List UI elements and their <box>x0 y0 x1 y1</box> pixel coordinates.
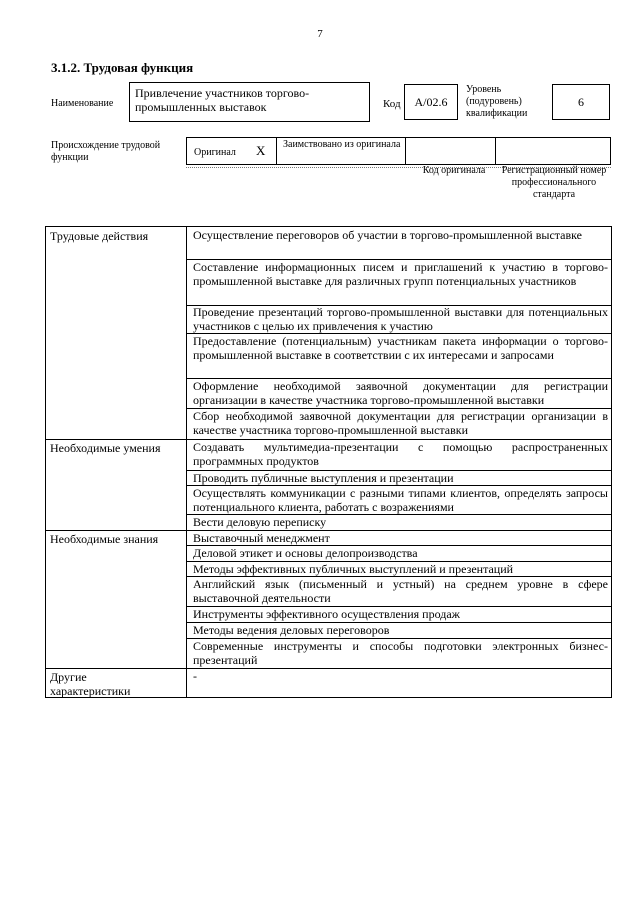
name-label: Наименование <box>51 98 114 109</box>
table-cell: Проведение презентаций торгово-промышленной выставки для потенциальных участников с целью их привлечения к участию <box>193 305 608 334</box>
code-value: А/02.6 <box>414 95 448 109</box>
name-value: Привлечение участников торгово-промышленных выставок <box>135 86 310 114</box>
table-cell: Методы ведения деловых переговоров <box>193 623 390 637</box>
table-cell: Осуществлять коммуникации с разными типами клиентов, определять запросы потенциального клиента, работать с возражениями <box>193 486 608 515</box>
table-cell: Выставочный менеджмент <box>193 531 330 545</box>
code-label: Код <box>383 98 401 110</box>
table-cell: Предоставление (потенциальным) участникам пакета информации о торгово-промышленной выставке в соответствии с их интересами и запросами <box>193 334 608 363</box>
level-box <box>552 84 610 120</box>
table-cell: - <box>193 669 197 683</box>
table-cell: Английский язык (письменный и устный) на среднем уровне в сфере выставочной деятельности <box>193 577 608 606</box>
section-title-knowledge: Необходимые знания <box>50 532 159 546</box>
original-mark: X <box>256 143 266 158</box>
original-label: Оригинал <box>194 147 236 158</box>
origin-label: Происхождение трудовой функции <box>51 140 161 163</box>
table-cell: Составление информационных писем и приглашений к участию в торгово-промышленной выставке для различных групп потенциальных участников <box>193 260 608 289</box>
code-box <box>404 84 458 120</box>
table-cell: Оформление необходимой заявочной документации для регистрации организации в качестве участника торгово-промышленной выставки <box>193 379 608 408</box>
table-cell: Инструменты эффективного осуществления продаж <box>193 607 460 621</box>
level-value: 6 <box>578 95 584 109</box>
table-cell: Сбор необходимой заявочной документации для регистрации организации в качестве участника торгово-промышленной выставки <box>193 409 608 438</box>
reg-number-caption: Регистрационный номер профессионального стандарта <box>501 165 607 200</box>
table-cell: Проводить публичные выступления и презентации <box>193 471 454 485</box>
section-heading: 3.1.2. Трудовая функция <box>51 60 194 75</box>
code-original-caption: Код оригинала <box>422 165 486 176</box>
table-cell: Современные инструменты и способы подготовки электронных бизнес-презентаций <box>193 639 608 668</box>
table-cell: Создавать мультимедиа-презентации с помощью распространенных программных продуктов <box>193 440 608 469</box>
table-cell: Методы эффективных публичных выступлений и презентаций <box>193 562 514 576</box>
name-box <box>129 82 370 122</box>
section-title-labor-actions: Трудовые действия <box>50 229 149 243</box>
table-cell: Осуществление переговоров об участии в торгово-промышленной выставке <box>193 228 583 242</box>
table-cell: Вести деловую переписку <box>193 515 327 529</box>
borrowed-label: Заимствовано из оригинала <box>283 139 401 150</box>
section-title-other: Другие характеристики <box>50 670 131 698</box>
page-number: 7 <box>317 28 323 40</box>
table-cell: Деловой этикет и основы делопроизводства <box>193 546 418 560</box>
level-label: Уровень (подуровень) квалификации <box>466 84 528 119</box>
section-title-skills: Необходимые умения <box>50 441 161 455</box>
